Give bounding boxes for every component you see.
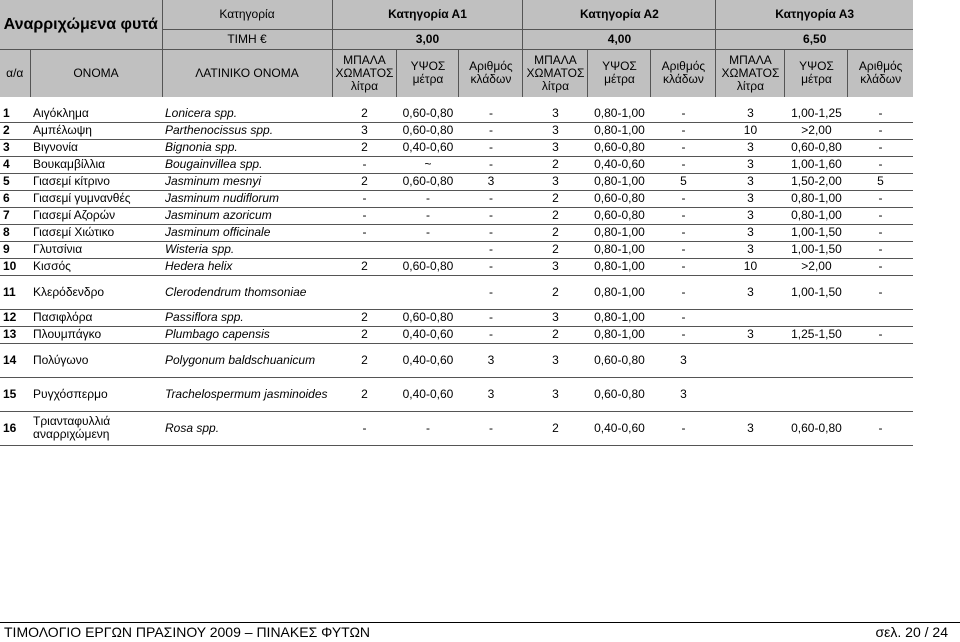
table-row [0, 224, 913, 241]
plant-name: Πολύγωνο [30, 343, 162, 377]
category-label: Κατηγορία [162, 0, 332, 29]
footer-title: ΤΙΜΟΛΟΓΙΟ ΕΡΓΩΝ ΠΡΑΣΙΝΟΥ 2009 – ΠΙΝΑΚΕΣ ΦΥΤΩΝ [4, 624, 371, 640]
col-header-a2-branches [651, 49, 716, 97]
ball-a3 [716, 309, 785, 326]
height-a3: 0,80-1,00 [785, 207, 848, 224]
latin-name: Hedera helix [162, 258, 332, 275]
col-header-a2-ball-line: ΜΠΑΛΑ [534, 52, 577, 67]
header-spacer-cell [0, 97, 913, 105]
ball-a2: 3 [523, 139, 588, 156]
branches-a2: 5 [651, 173, 716, 190]
branches-a2: - [651, 190, 716, 207]
branches-a3: - [848, 122, 913, 139]
height-a1 [397, 241, 459, 258]
col-header-a3-height-line: μέτρα [801, 72, 832, 87]
branches-a1: - [459, 105, 523, 122]
col-header-a2-ball [523, 49, 588, 97]
category-a3-label: Κατηγορία Α3 [716, 0, 913, 29]
height-a2: 0,60-0,80 [588, 207, 651, 224]
branches-a3 [848, 343, 913, 377]
branches-a3: - [848, 275, 913, 309]
height-a2: 0,60-0,80 [588, 377, 651, 411]
branches-a1: - [459, 207, 523, 224]
ball-a1: - [332, 190, 397, 207]
branches-a3: 5 [848, 173, 913, 190]
ball-a1: - [332, 207, 397, 224]
row-number: 6 [0, 190, 30, 207]
ball-a1: 2 [332, 309, 397, 326]
ball-a2: 2 [523, 207, 588, 224]
height-a3: >2,00 [785, 122, 848, 139]
height-a3: 1,00-1,50 [785, 275, 848, 309]
branches-a2: - [651, 241, 716, 258]
col-header-aa-line: α/α [6, 65, 24, 80]
latin-name: Passiflora spp. [162, 309, 332, 326]
height-a1: 0,60-0,80 [397, 105, 459, 122]
ball-a3: 3 [716, 411, 785, 445]
branches-a3: - [848, 241, 913, 258]
branches-a2: - [651, 224, 716, 241]
latin-name: Jasminum mesnyi [162, 173, 332, 190]
page-title-text: Αναρριχώμενα φυτά [3, 15, 158, 33]
ball-a2: 2 [523, 190, 588, 207]
height-a2: 0,80-1,00 [588, 241, 651, 258]
ball-a3: 3 [716, 241, 785, 258]
table-row [0, 139, 913, 156]
row-number: 16 [0, 411, 30, 445]
height-a1: - [397, 207, 459, 224]
ball-a2: 2 [523, 224, 588, 241]
col-header-a2-height [588, 49, 651, 97]
branches-a2: - [651, 105, 716, 122]
ball-a3 [716, 343, 785, 377]
ball-a1: 2 [332, 173, 397, 190]
height-a2: 0,80-1,00 [588, 173, 651, 190]
col-header-a1-ball-line: λίτρα [350, 78, 379, 93]
branches-a2: - [651, 275, 716, 309]
height-a3: 0,60-0,80 [785, 139, 848, 156]
height-a2: 0,80-1,00 [588, 275, 651, 309]
table-row [0, 411, 913, 445]
col-header-a3-height [785, 49, 848, 97]
height-a2: 0,40-0,60 [588, 411, 651, 445]
plant-name: Κισσός [30, 258, 162, 275]
ball-a2: 3 [523, 122, 588, 139]
height-a2: 0,80-1,00 [588, 224, 651, 241]
height-a1: 0,60-0,80 [397, 258, 459, 275]
ball-a2: 3 [523, 105, 588, 122]
table-row [0, 343, 913, 377]
col-header-a2-height-line: ΥΨΟΣ [602, 59, 637, 74]
branches-a1: 3 [459, 343, 523, 377]
plant-name: Πασιφλόρα [30, 309, 162, 326]
height-a1: 0,60-0,80 [397, 309, 459, 326]
ball-a2: 2 [523, 156, 588, 173]
category-a2-price: 4,00 [523, 29, 716, 49]
branches-a1: - [459, 241, 523, 258]
category-a2-label: Κατηγορία Α2 [523, 0, 716, 29]
height-a1: 0,40-0,60 [397, 343, 459, 377]
row-number: 5 [0, 173, 30, 190]
col-header-a3-branches-line: κλάδων [860, 72, 902, 87]
latin-name: Jasminum azoricum [162, 207, 332, 224]
col-header-a1-height-line: μέτρα [412, 72, 444, 87]
category-row [0, 0, 913, 29]
table-row [0, 190, 913, 207]
col-header-aa [0, 49, 30, 97]
height-a1: 0,40-0,60 [397, 377, 459, 411]
row-number: 8 [0, 224, 30, 241]
latin-name: Rosa spp. [162, 411, 332, 445]
col-header-latin-line: ΛΑΤΙΝΙΚΟ ΟΝΟΜΑ [195, 65, 299, 80]
height-a1: - [397, 224, 459, 241]
ball-a3: 3 [716, 207, 785, 224]
latin-name: Bougainvillea spp. [162, 156, 332, 173]
branches-a2: - [651, 139, 716, 156]
branches-a2: - [651, 207, 716, 224]
table-row [0, 377, 913, 411]
height-a2: 0,80-1,00 [588, 122, 651, 139]
branches-a3 [848, 309, 913, 326]
header-spacer [0, 97, 913, 105]
branches-a1: 3 [459, 377, 523, 411]
plant-name: Γιασεμί Αζορών [30, 207, 162, 224]
col-header-a1-height-line: ΥΨΟΣ [410, 59, 446, 74]
latin-name: Jasminum nudiflorum [162, 190, 332, 207]
branches-a1: 3 [459, 173, 523, 190]
ball-a3: 3 [716, 224, 785, 241]
price-label-cell [162, 29, 332, 49]
latin-name: Parthenocissus spp. [162, 122, 332, 139]
col-header-a1-branches [459, 49, 523, 97]
height-a1: 0,40-0,60 [397, 326, 459, 343]
branches-a3: - [848, 139, 913, 156]
ball-a1: 2 [332, 105, 397, 122]
ball-a2: 3 [523, 343, 588, 377]
ball-a3: 3 [716, 326, 785, 343]
branches-a3: - [848, 411, 913, 445]
col-header-a3-branches-line: Αριθμός [858, 59, 903, 74]
row-number: 14 [0, 343, 30, 377]
height-a3: >2,00 [785, 258, 848, 275]
ball-a3: 3 [716, 156, 785, 173]
ball-a1: 3 [332, 122, 397, 139]
col-header-a3-ball [716, 49, 785, 97]
branches-a1: - [459, 139, 523, 156]
latin-name: Jasminum officinale [162, 224, 332, 241]
branches-a3: - [848, 156, 913, 173]
table-row [0, 173, 913, 190]
height-a1: 0,60-0,80 [397, 173, 459, 190]
ball-a2: 3 [523, 173, 588, 190]
col-header-a1-height [397, 49, 459, 97]
page-footer [0, 622, 960, 642]
ball-a2: 2 [523, 241, 588, 258]
ball-a1: 2 [332, 326, 397, 343]
table-row [0, 275, 913, 309]
latin-name: Lonicera spp. [162, 105, 332, 122]
height-a2: 0,80-1,00 [588, 309, 651, 326]
col-header-a2-height-line: μέτρα [604, 72, 635, 87]
plant-name: Βουκαμβίλλια [30, 156, 162, 173]
row-number: 1 [0, 105, 30, 122]
branches-a3 [848, 377, 913, 411]
height-a2: 0,60-0,80 [588, 139, 651, 156]
row-number: 9 [0, 241, 30, 258]
price-label: ΤΙΜΗ [227, 31, 257, 46]
plant-name: Αιγόκλημα [30, 105, 162, 122]
category-a3-price: 6,50 [716, 29, 913, 49]
row-number: 12 [0, 309, 30, 326]
branches-a2: 3 [651, 377, 716, 411]
height-a2: 0,80-1,00 [588, 105, 651, 122]
height-a3: 0,60-0,80 [785, 411, 848, 445]
height-a3: 1,00-1,60 [785, 156, 848, 173]
height-a3 [785, 309, 848, 326]
branches-a3: - [848, 207, 913, 224]
height-a3 [785, 343, 848, 377]
plant-name: Γιασεμί κίτρινο [30, 173, 162, 190]
ball-a3 [716, 377, 785, 411]
ball-a1: 2 [332, 377, 397, 411]
branches-a3: - [848, 326, 913, 343]
height-a3 [785, 377, 848, 411]
category-a1-label: Κατηγορία Α1 [332, 0, 523, 29]
column-header-row [0, 49, 913, 97]
col-header-a3-height-line: ΥΨΟΣ [799, 59, 834, 74]
branches-a3: - [848, 224, 913, 241]
col-header-a2-ball-line: ΧΩΜΑΤΟΣ [526, 65, 585, 80]
plant-name: Τριανταφυλλιά αναρριχώμενη [30, 411, 162, 445]
ball-a1: - [332, 156, 397, 173]
row-number: 13 [0, 326, 30, 343]
col-header-a2-branches-line: κλάδων [663, 72, 704, 87]
ball-a3: 3 [716, 173, 785, 190]
latin-name: Polygonum baldschuanicum [162, 343, 332, 377]
ball-a1: - [332, 224, 397, 241]
col-header-a1-branches-line: Αριθμός [469, 59, 513, 74]
branches-a3: - [848, 105, 913, 122]
ball-a2: 2 [523, 326, 588, 343]
branches-a2: - [651, 122, 716, 139]
plant-name: Γιασεμί Χιώτικο [30, 224, 162, 241]
ball-a1 [332, 241, 397, 258]
latin-name: Wisteria spp. [162, 241, 332, 258]
height-a1: ~ [397, 156, 459, 173]
plant-name: Αμπέλωψη [30, 122, 162, 139]
branches-a2: - [651, 411, 716, 445]
height-a3: 1,25-1,50 [785, 326, 848, 343]
ball-a1: 2 [332, 258, 397, 275]
branches-a1: - [459, 309, 523, 326]
col-header-a3-branches [848, 49, 913, 97]
table-row [0, 105, 913, 122]
height-a1: - [397, 411, 459, 445]
latin-name: Trachelospermum jasminoides [162, 377, 332, 411]
height-a3: 1,00-1,50 [785, 224, 848, 241]
row-number: 4 [0, 156, 30, 173]
plant-name: Βιγνονία [30, 139, 162, 156]
ball-a3: 3 [716, 139, 785, 156]
height-a1: 0,60-0,80 [397, 122, 459, 139]
row-number: 11 [0, 275, 30, 309]
height-a1 [397, 275, 459, 309]
height-a3: 1,00-1,25 [785, 105, 848, 122]
row-number: 7 [0, 207, 30, 224]
height-a2: 0,40-0,60 [588, 156, 651, 173]
ball-a3: 3 [716, 275, 785, 309]
latin-name: Clerodendrum thomsoniae [162, 275, 332, 309]
row-number: 10 [0, 258, 30, 275]
branches-a1: - [459, 156, 523, 173]
height-a3: 0,80-1,00 [785, 190, 848, 207]
branches-a1: - [459, 224, 523, 241]
row-number: 2 [0, 122, 30, 139]
branches-a1: - [459, 275, 523, 309]
table-row [0, 122, 913, 139]
ball-a3: 10 [716, 258, 785, 275]
latin-name: Plumbago capensis [162, 326, 332, 343]
plant-name: Ρυγχόσπερμο [30, 377, 162, 411]
ball-a1: 2 [332, 343, 397, 377]
table-row [0, 258, 913, 275]
row-number: 15 [0, 377, 30, 411]
col-header-a3-ball-line: ΧΩΜΑΤΟΣ [721, 65, 780, 80]
table-row [0, 241, 913, 258]
col-header-a3-ball-line: λίτρα [736, 78, 765, 93]
height-a2: 0,80-1,00 [588, 326, 651, 343]
ball-a1 [332, 275, 397, 309]
col-header-name-line: ΟΝΟΜΑ [73, 65, 119, 80]
ball-a1: - [332, 411, 397, 445]
branches-a1: - [459, 122, 523, 139]
height-a1: - [397, 190, 459, 207]
ball-a2: 3 [523, 377, 588, 411]
branches-a3: - [848, 258, 913, 275]
height-a2: 0,80-1,00 [588, 258, 651, 275]
ball-a3: 10 [716, 122, 785, 139]
height-a1: 0,40-0,60 [397, 139, 459, 156]
plant-name: Γλυτσίνια [30, 241, 162, 258]
ball-a3: 3 [716, 190, 785, 207]
plant-name: Γιασεμί γυμνανθές [30, 190, 162, 207]
table-row [0, 309, 913, 326]
category-a1-price: 3,00 [332, 29, 523, 49]
col-header-a2-branches-line: Αριθμός [661, 59, 706, 74]
page-title [0, 0, 162, 49]
page-number: σελ. 20 / 24 [875, 624, 948, 640]
branches-a2: - [651, 326, 716, 343]
table-row [0, 207, 913, 224]
ball-a2: 2 [523, 411, 588, 445]
branches-a3: - [848, 190, 913, 207]
col-header-a1-ball [332, 49, 397, 97]
branches-a1: - [459, 326, 523, 343]
table-row [0, 326, 913, 343]
branches-a2: 3 [651, 343, 716, 377]
ball-a2: 2 [523, 275, 588, 309]
height-a3: 1,50-2,00 [785, 173, 848, 190]
branches-a2: - [651, 156, 716, 173]
col-header-a3-ball-line: ΜΠΑΛΑ [729, 52, 772, 67]
plant-name: Κλερόδενδρο [30, 275, 162, 309]
table-body [0, 105, 913, 445]
branches-a2: - [651, 258, 716, 275]
col-header-name [30, 49, 162, 97]
col-header-a1-branches-line: κλάδων [470, 72, 512, 87]
branches-a1: - [459, 411, 523, 445]
height-a2: 0,60-0,80 [588, 343, 651, 377]
ball-a3: 3 [716, 105, 785, 122]
branches-a1: - [459, 258, 523, 275]
ball-a2: 3 [523, 309, 588, 326]
latin-name: Bignonia spp. [162, 139, 332, 156]
branches-a2: - [651, 309, 716, 326]
plant-name: Πλουμπάγκο [30, 326, 162, 343]
euro-icon: € [259, 31, 267, 46]
ball-a2: 3 [523, 258, 588, 275]
branches-a1: - [459, 190, 523, 207]
col-header-a2-ball-line: λίτρα [541, 78, 570, 93]
col-header-a1-ball-line: ΜΠΑΛΑ [343, 52, 386, 67]
ball-a1: 2 [332, 139, 397, 156]
col-header-latin [162, 49, 332, 97]
height-a3: 1,00-1,50 [785, 241, 848, 258]
col-header-a1-ball-line: ΧΩΜΑΤΟΣ [335, 65, 394, 80]
row-number: 3 [0, 139, 30, 156]
table-row [0, 156, 913, 173]
height-a2: 0,60-0,80 [588, 190, 651, 207]
